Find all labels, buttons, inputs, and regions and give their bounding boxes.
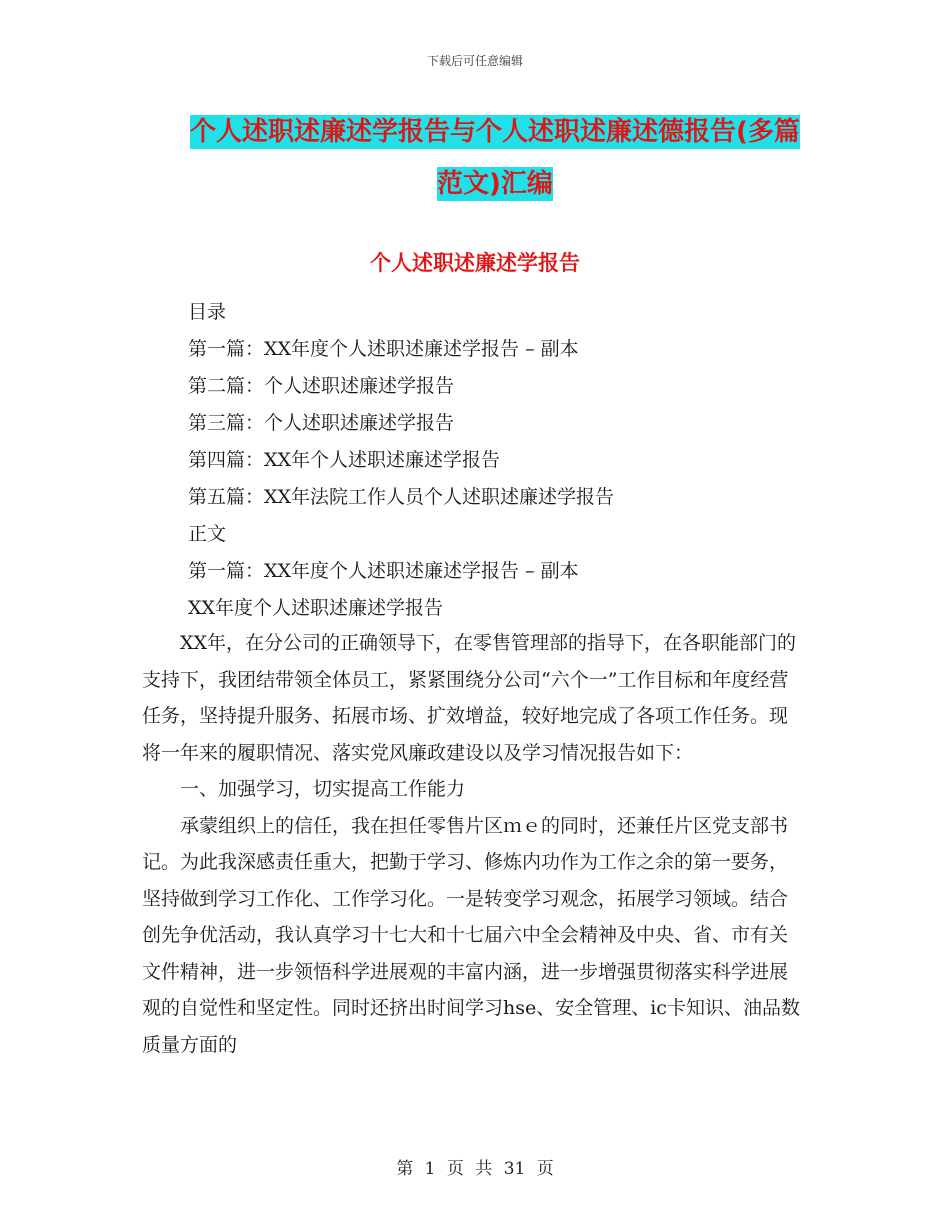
page-header-note: 下载后可任意编辑 [426, 54, 523, 68]
section-title: 个人述职述廉述学报告 [370, 251, 580, 275]
document-title [140, 106, 850, 210]
body-paragraph: XX年，在分公司的正确领导下，在零售管理部的指导下，在各职能部门的支持下，我团结带领全体员工，紧紧围绕分公司“六个一”工作目标和年度经营任务，坚持提升服务、拓展市场、扩效增益，较好地完成了各项工作任务。现将一年来的履职情况、落实党风廉政建设以及学习情况报告如下： [142, 632, 797, 764]
body-paragraph: 一、加强学习，切实提高工作能力 [180, 778, 466, 800]
document-body [142, 625, 802, 1063]
toc-item: 第三篇：个人述职述廉述学报告 [188, 412, 455, 434]
body-paragraph: 承蒙组织上的信任，我在担任零售片区ｍｅ的同时，还兼任片区党支部书记。为此我深感责任重大，把勤于学习、修炼内功作为工作之余的第一要务，坚持做到学习工作化、工作学习化。一是转变学习观念，拓展学习领域。结合创先争优活动，我认真学习十七大和十七届六中全会精神及中央、省、市有关文件精神，进一步领悟科学进展观的丰富内涵，进一步增强贯彻落实科学进展观的自觉性和坚定性。同时还挤出时间学习hse、安全管理、ic卡知识、油品数质量方面的 [142, 814, 800, 1056]
page-number: 第 1 页 共 31 页 [396, 1159, 554, 1179]
toc-item: 第一篇：XX年度个人述职述廉述学报告 – 副本 [188, 560, 579, 582]
toc-item: 第五篇：XX年法院工作人员个人述职述廉述学报告 [188, 486, 615, 508]
toc-item: 第二篇：个人述职述廉述学报告 [188, 375, 455, 397]
toc-item: 目录 [188, 301, 227, 323]
table-of-contents [188, 294, 614, 627]
toc-item: XX年度个人述职述廉述学报告 [188, 597, 444, 619]
toc-item: 正文 [188, 523, 227, 545]
toc-item: 第四篇：XX年个人述职述廉述学报告 [188, 449, 501, 471]
toc-item: 第一篇：XX年度个人述职述廉述学报告 – 副本 [188, 338, 579, 360]
document-title-line2: 范文)汇编 [437, 169, 553, 199]
document-title-line1: 个人述职述廉述学报告与个人述职述廉述德报告(多篇 [190, 117, 800, 147]
